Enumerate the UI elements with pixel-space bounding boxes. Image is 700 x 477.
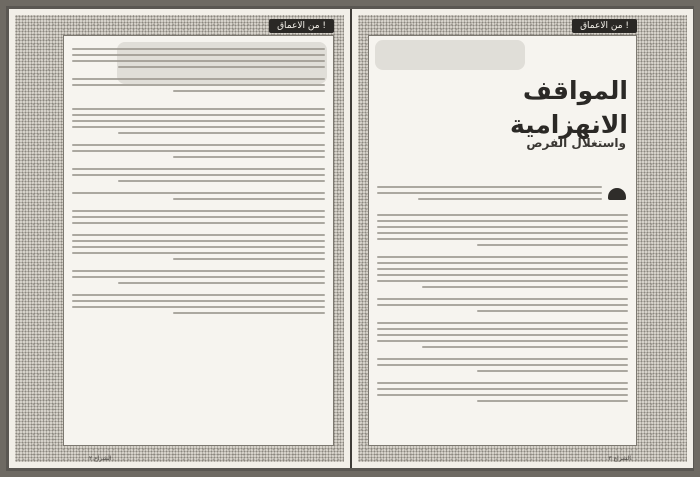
ship-logo-icon bbox=[608, 188, 626, 200]
right-article-body bbox=[377, 214, 628, 406]
left-page-content bbox=[63, 35, 334, 446]
magazine-spread bbox=[6, 6, 694, 471]
right-section-tab: من الاعماق ! bbox=[572, 19, 637, 33]
left-page bbox=[9, 9, 350, 468]
right-bleedthrough-graphic bbox=[375, 40, 525, 70]
left-section-tab: من الاعماق ! bbox=[269, 19, 334, 33]
right-page-number: الشراع ٣ bbox=[608, 455, 631, 462]
right-page-content bbox=[368, 35, 637, 446]
article-headline: المواقف الانهزامية bbox=[509, 76, 628, 139]
article-subheadline: واستغلال الفرص bbox=[526, 136, 626, 150]
right-page bbox=[352, 9, 693, 468]
right-article-lead bbox=[377, 186, 602, 204]
left-page-number: الشراع ٢ bbox=[89, 455, 112, 462]
left-article-body bbox=[72, 48, 325, 318]
